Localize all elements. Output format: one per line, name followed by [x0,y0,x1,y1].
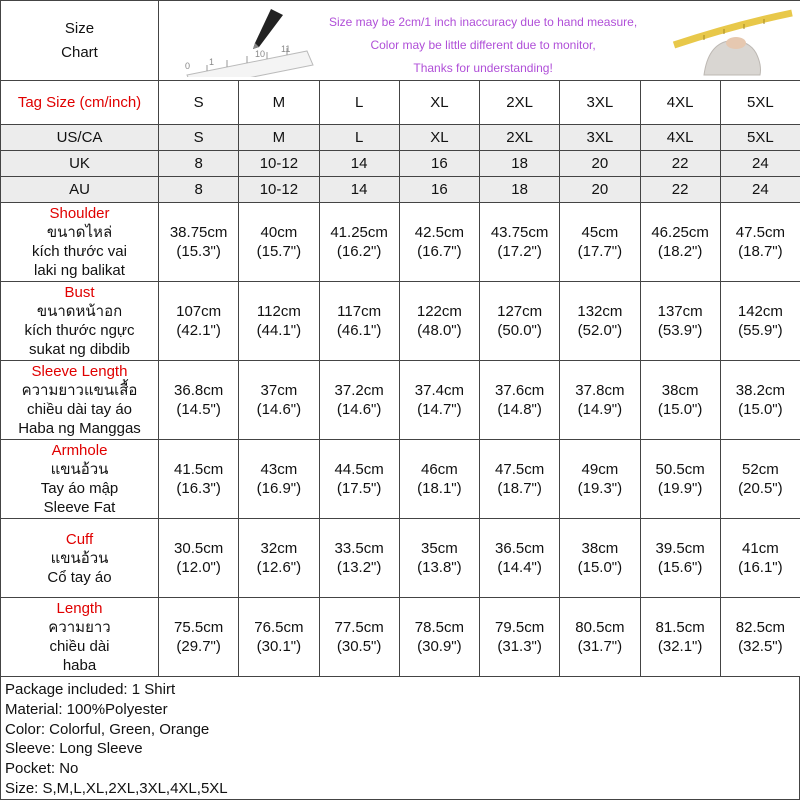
measure-label [1,361,159,440]
value-cm: 37.2cm [334,382,384,399]
tag-size-cell: S [159,81,239,125]
region-row-uk [1,151,800,177]
measure-translation: Sleeve Fat [43,499,116,516]
measure-name: Sleeve Length [31,363,128,380]
value-inch: (14.9") [577,401,623,418]
value-inch: (14.5") [176,401,221,418]
measure-row-length [1,598,800,677]
value-cm: 42.5cm [414,224,464,241]
measure-label [1,440,159,519]
measure-row-armhole [1,440,800,519]
ruler-tick-label: 10 [255,49,266,59]
measure-name: Shoulder [49,205,110,222]
measure-name: Bust [64,284,95,301]
value-cm: 44.5cm [334,461,384,478]
value-cm: 47.5cm [735,224,785,241]
package-info-line: Size: S,M,L,XL,2XL,3XL,4XL,5XL [5,779,228,797]
tag-size-cell: XL [399,81,479,125]
measure-translation: chiều dài tay áo [26,401,133,418]
value-cm: 77.5cm [334,619,384,636]
value-inch: (32.5") [738,638,783,655]
value-inch: (29.7") [176,638,221,655]
value-cm: 40cm [260,224,298,241]
value-inch: (15.0") [738,401,783,418]
value-inch: (18.1") [417,480,462,497]
value-inch: (20.5") [738,480,783,497]
package-info-line: Sleeve: Long Sleeve [5,740,143,758]
measure-name: Armhole [51,442,108,459]
notes-banner [159,1,800,81]
value-inch: (52.0") [577,322,623,339]
value-cm: 79.5cm [495,619,545,636]
value-cm: 81.5cm [655,619,705,636]
value-cm: 49cm [581,461,619,478]
value-cm: 75.5cm [174,619,224,636]
measure-cell [480,203,560,282]
measure-cell [159,598,239,677]
measure-cell [720,361,800,440]
value-cm: 37.6cm [495,382,545,399]
measure-translation: haba [62,657,97,674]
region-cell: 5XL [720,125,800,151]
value-cm: 45cm [581,224,619,241]
region-label: UK [1,151,159,177]
measure-cell [239,361,319,440]
region-cell: 20 [560,177,640,203]
tag-size-cell: 2XL [480,81,560,125]
region-cell: 24 [720,177,800,203]
region-cell: 18 [480,177,560,203]
measure-cell [159,361,239,440]
region-cell: 10-12 [239,151,319,177]
value-inch: (30.9") [417,638,462,655]
measure-cell [480,440,560,519]
ruler-tick-label: 1 [209,57,215,67]
value-cm: 112cm [256,303,301,320]
value-cm: 107cm [176,303,222,320]
region-cell: M [239,125,319,151]
value-cm: 78.5cm [414,619,464,636]
region-cell: 3XL [560,125,640,151]
note-line: Color may be little different due to monitor, [370,38,596,52]
measure-row-shoulder [1,203,800,282]
measure-cell [319,203,399,282]
measure-cell [399,282,479,361]
value-cm: 50.5cm [655,461,705,478]
value-inch: (50.0") [497,322,542,339]
value-inch: (19.3") [577,480,623,497]
value-inch: (14.8") [497,401,542,418]
measure-cell [480,282,560,361]
value-cm: 47.5cm [495,461,545,478]
measure-translation: ขนาดหน้าอก [36,303,123,320]
tag-size-cell: 5XL [720,81,800,125]
measure-translation: kích thước vai [32,243,127,260]
value-inch: (55.9") [738,322,783,339]
package-info-line: Material: 100%Polyester [5,700,168,718]
value-cm: 38cm [661,382,699,399]
region-cell: 14 [319,151,399,177]
note-line: Thanks for understanding! [413,61,553,75]
ruler-tick-label: 11 [281,44,291,54]
value-cm: 39.5cm [655,540,705,557]
value-inch: (12.6") [256,559,302,576]
region-cell: 22 [640,177,720,203]
value-inch: (17.5") [336,480,382,497]
ruler-pen-icon [167,5,317,77]
region-cell: 2XL [480,125,560,151]
measure-cell [319,282,399,361]
measure-label [1,598,159,677]
measure-translation: แขนอ้วน [50,461,109,478]
value-inch: (13.8") [417,559,462,576]
measure-cell [640,282,720,361]
measure-translation: แขนอ้วน [50,549,109,567]
region-cell: 24 [720,151,800,177]
package-info-line: Color: Colorful, Green, Orange [5,720,210,738]
notes-text [329,11,637,80]
value-cm: 35cm [421,540,458,557]
measure-translation: chiều dài [49,638,110,655]
region-cell: 14 [319,177,399,203]
value-cm: 52cm [742,461,779,478]
measure-cell [480,519,560,598]
region-cell: 10-12 [239,177,319,203]
value-cm: 37.4cm [414,382,464,399]
measure-cell [399,361,479,440]
region-cell: 16 [399,177,479,203]
measure-translation: laki ng balikat [34,262,125,279]
measure-cell [720,203,800,282]
measure-cell [640,440,720,519]
tag-size-label: Tag Size (cm/inch) [1,81,159,125]
value-inch: (16.1") [738,559,783,576]
measure-label [1,282,159,361]
header-row [1,1,800,81]
note-line: Size may be 2cm/1 inch inaccuracy due to hand measure, [329,15,638,29]
measure-cell [480,598,560,677]
measure-cell [720,282,800,361]
measure-cell [399,519,479,598]
measure-cell [319,598,399,677]
region-cell: 4XL [640,125,720,151]
value-cm: 38.2cm [735,382,785,399]
value-cm: 142cm [737,303,783,320]
chart-title-line2: Chart [61,43,98,61]
value-inch: (16.7") [417,243,462,260]
value-inch: (53.9") [657,322,703,339]
value-inch: (31.3") [497,638,542,655]
measure-cell [640,519,720,598]
measure-cell [159,519,239,598]
measure-cell [560,440,640,519]
value-cm: 127cm [497,303,543,320]
package-info-line: Package included: 1 Shirt [5,681,176,698]
measure-translation: kích thước ngực [24,322,135,339]
measure-cell [720,598,800,677]
region-row-us-ca [1,125,800,151]
region-cell: 16 [399,151,479,177]
region-cell: S [159,125,239,151]
measure-row-sleeve-length [1,361,800,440]
measure-label [1,203,159,282]
value-cm: 36.5cm [495,540,545,557]
measure-cell [560,203,640,282]
measure-cell [159,440,239,519]
value-inch: (18.7") [497,480,542,497]
value-inch: (19.9") [657,480,703,497]
value-inch: (14.6") [336,401,382,418]
measure-cell [319,440,399,519]
value-cm: 41.5cm [174,461,224,478]
measure-cell [399,440,479,519]
value-inch: (15.0") [657,401,703,418]
value-inch: (17.2") [497,243,542,260]
value-inch: (15.0") [577,559,623,576]
measure-cell [560,519,640,598]
value-cm: 38cm [581,540,619,557]
value-cm: 33.5cm [334,540,384,557]
measure-cell [239,598,319,677]
value-inch: (16.3") [176,480,221,497]
region-cell: 8 [159,151,239,177]
value-cm: 122cm [416,303,462,320]
value-cm: 37.8cm [575,382,625,399]
value-cm: 38.75cm [169,224,228,241]
tag-size-row [1,81,800,125]
measure-cell [399,598,479,677]
measure-cell [560,361,640,440]
measure-cell [640,203,720,282]
measure-cell [640,598,720,677]
region-cell: XL [399,125,479,151]
value-cm: 46cm [421,461,458,478]
measure-cell [159,203,239,282]
measure-cell [480,361,560,440]
measure-name: Cuff [65,530,94,548]
value-inch: (48.0") [417,322,462,339]
value-inch: (30.1") [256,638,302,655]
measure-cell [720,440,800,519]
measure-cell [239,282,319,361]
value-inch: (46.1") [336,322,382,339]
measure-translation: ความยาว [48,619,111,636]
chart-title [1,1,159,81]
value-inch: (15.3") [176,243,221,260]
value-inch: (17.7") [577,243,623,260]
value-cm: 36.8cm [174,382,224,399]
package-info [0,677,800,800]
measure-cell [720,519,800,598]
region-cell: L [319,125,399,151]
value-inch: (12.0") [176,559,221,576]
tag-size-cell: L [319,81,399,125]
measure-row-bust [1,282,800,361]
measure-cell [560,282,640,361]
region-label: AU [1,177,159,203]
value-cm: 37cm [260,382,298,399]
measure-cell [239,519,319,598]
measure-cell [319,519,399,598]
value-inch: (32.1") [657,638,703,655]
tag-size-cell: M [239,81,319,125]
measure-translation: Haba ng Manggas [18,420,141,437]
value-cm: 43.75cm [490,224,549,241]
measure-cell [319,361,399,440]
value-inch: (16.2") [336,243,382,260]
region-cell: 8 [159,177,239,203]
measure-name: Length [56,600,103,617]
hand-tape-measure-icon [664,5,794,77]
measure-cell [159,282,239,361]
measure-label [1,519,159,598]
value-inch: (15.7") [256,243,302,260]
measure-cell [239,203,319,282]
measure-row-cuff [1,519,800,598]
measure-translation: ความยาวแขนเสื้อ [21,382,138,399]
measure-cell [640,361,720,440]
value-inch: (42.1") [176,322,221,339]
region-cell: 22 [640,151,720,177]
region-cell: 20 [560,151,640,177]
value-cm: 41.25cm [330,224,388,241]
measure-translation: Tay áo mập [40,480,119,497]
value-cm: 132cm [577,303,623,320]
value-inch: (18.7") [738,243,783,260]
value-cm: 76.5cm [254,619,304,636]
value-inch: (14.7") [417,401,462,418]
value-inch: (14.6") [256,401,302,418]
measure-translation: ขนาดไหล่ [46,224,113,241]
ruler-tick-label: 0 [185,61,191,71]
value-cm: 117cm [337,303,382,320]
measure-cell [560,598,640,677]
region-row-au [1,177,800,203]
region-label: US/CA [1,125,159,151]
measure-cell [399,203,479,282]
value-cm: 30.5cm [174,540,224,557]
value-cm: 43cm [260,461,298,478]
chart-title-line1: Size [64,19,95,37]
tag-size-cell: 3XL [560,81,640,125]
value-inch: (30.5") [336,638,382,655]
value-cm: 82.5cm [735,619,785,636]
value-inch: (15.6") [657,559,703,576]
value-inch: (44.1") [256,322,302,339]
measure-cell [239,440,319,519]
value-cm: 46.25cm [651,224,709,241]
tag-size-cell: 4XL [640,81,720,125]
value-inch: (31.7") [577,638,623,655]
measure-translation: Cổ tay áo [47,568,112,586]
value-cm: 80.5cm [575,619,625,636]
value-cm: 41cm [742,540,779,557]
value-cm: 32cm [260,540,298,557]
region-cell: 18 [480,151,560,177]
package-info-line: Pocket: No [5,760,79,778]
value-inch: (16.9") [256,480,302,497]
value-inch: (14.4") [497,559,542,576]
value-inch: (18.2") [657,243,703,260]
value-cm: 137cm [657,303,703,320]
value-inch: (13.2") [336,559,382,576]
measure-translation: sukat ng dibdib [29,341,130,358]
